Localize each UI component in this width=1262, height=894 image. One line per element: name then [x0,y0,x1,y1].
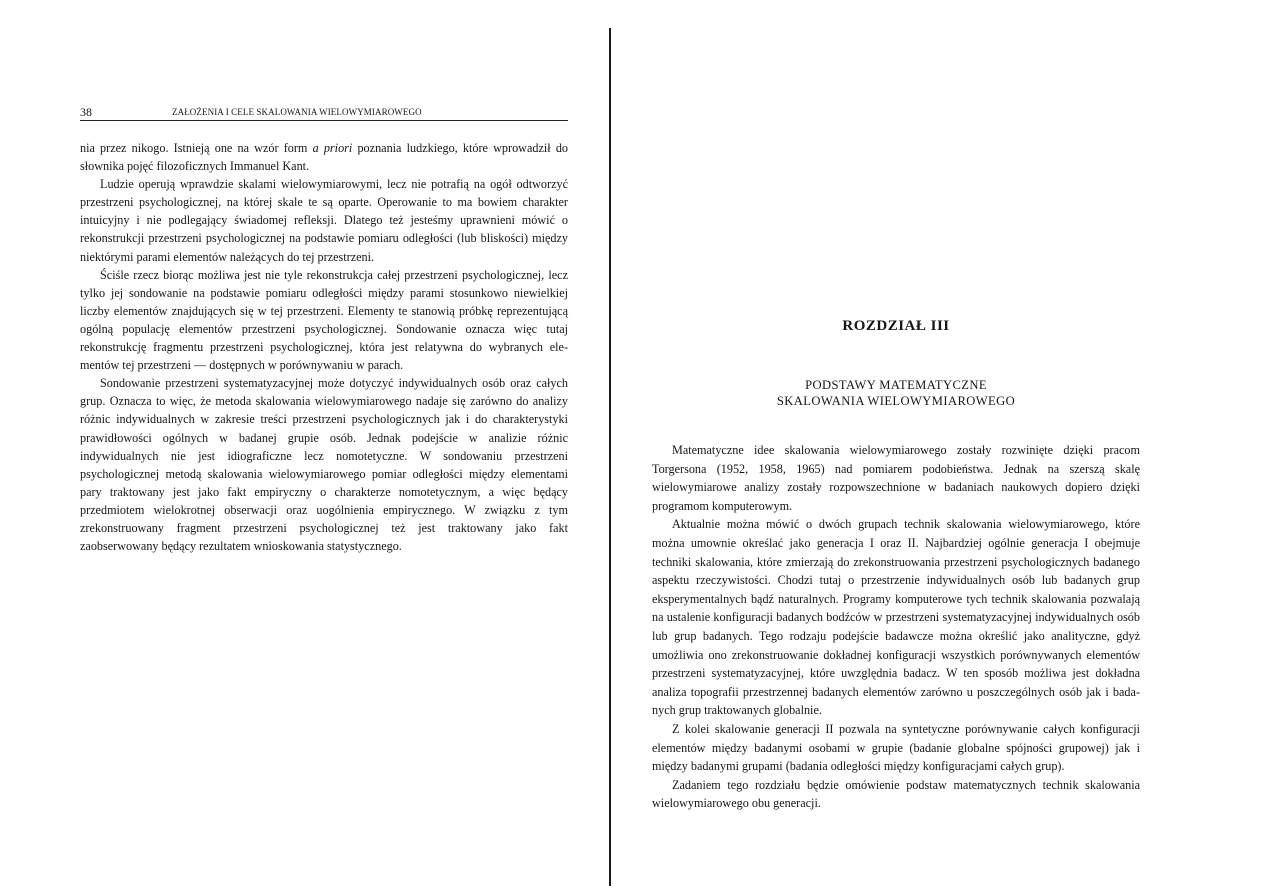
right-page [652,318,1140,813]
paragraph: Ludzie operują wprawdzie skalami wielowymiarowymi, lecz nie potrafią na ogół odtworzyć przestrzeni psychologicznej, na której skale te są oparte. Operowanie to ma bowiem charakter intuicyjny i nie podlegający świadomej refleksji. Dlatego też jesteśmy uprawnieni mówić o rekonstrukcji przestrzeni psychologicznej na podstawie pomiaru odległości (lub bliskości) między niektórymi parami elementów należących do tej przestrzeni. [80,177,568,264]
left-text-block [80,139,568,555]
paragraph: Z kolei skalowanie generacji II pozwala na syntetyczne porównywanie całych konfiguracji elementów między badanymi osobami w grupie (badanie globalne spójności grupowej) jak i między badanymi grupami (badania odległości między konfiguracjami całych grup). [652,721,1140,774]
paragraph: nia przez nikogo. Istnieją one na wzór form a priori poznania ludzkiego, które wprowadził do słownika pojęć filozoficznych Immanuel Kant. [80,141,569,174]
paragraph: Zadaniem tego rozdziału będzie omówienie podstaw matematycznych technik skalowania wielowymiarowego obu generacji. [652,777,1140,811]
chapter-subtitle [652,377,1140,409]
right-text-block [652,441,1140,813]
chapter-title: ROZDZIAŁ III [842,318,950,334]
page-gutter [609,28,611,886]
italic-term: a priori [312,141,353,155]
subtitle-line: SKALOWANIA WIELOWYMIAROWEGO [776,394,1016,408]
paragraph: Sondowanie przestrzeni systematyzacyjnej może dotyczyć indywidualnych osób oraz całych grup. Oznacza to więc, że metoda skalowania wielowymiarowego nadaje się zarówno do analizy różnic indywidualnych w zakresie treści przestrzeni psychologicznych jak i do charakterystyki prawidłowości ogólnych w badanej grupie osób. Jednak podejście w analizie różnic indywidualnych nie jest idiograficzne lecz nomotetyczne. W sondowaniu przestrzeni psychologicznej metodą skalowania wielowymiarowego pomiar odległości między elementami pary traktowany jest jako fakt empiryczny o charakterze nomotetycznym, a więc będący przedmiotem wielokrotnej obserwacji oraz uogólnienia empirycznego. W związku z tym zrekonstruowany fragment przestrzeni psychologicznej też jest traktowany jako fakt zaobserwowany będący rezultatem wnioskowania statystycznego. [80,376,568,554]
left-page [80,104,568,555]
page-number: 38 [80,105,92,119]
paragraph: Aktualnie można mówić o dwóch grupach technik skalowania wielowymiarowego, które można umownie określać jako generacja I oraz II. Najbardziej ogólnie generacja I obejmuje techniki skalowania, które zmierzają do zrekonstruowania przestrzeni psychologicznych badanego aspektu rzeczywistości. Chodzi tutaj o przestrzenie indywidualnych osób lub badanych grup eksperymentalnych bądź naturalnych. Programy komputerowe tych technik skalowania pozwalają na ustalenie konfiguracji badanych bodźców w przestrzeni systematyzacyjnej indywidualnych osób lub grup badanych. Tego rodzaju podejście badawcze można określić jako analityczne, gdyż umożliwia ono zrekonstruowanie dokładnej konfiguracji wszystkich porównywanych elementów przestrzeni systematyzacyjnej, które uwzględnia badacz. W ten sposób możliwa jest dokładna analiza topografii przestrzennej badanych elementów zarówno u poszczególnych osób jak i badanych grup traktowanych globalnie. [652,517,1140,718]
subtitle-line: PODSTAWY MATEMATYCZNE [805,378,987,392]
paragraph: Matematyczne idee skalowania wielowymiarowego zostały rozwinięte dzięki pracom Torgersona (1952, 1958, 1965) nad pomiarem podobieństwa. Jednak na szerszą skalę wielowymiarowe analizy zostały rozpowszechnione w badaniach naukowych dopiero dzięki programom komputerowym. [652,443,1140,513]
running-header [80,104,568,121]
running-header-title: ZAŁOŻENIA I CELE SKALOWANIA WIELOWYMIAROWEGO [172,107,422,117]
paragraph: Ściśle rzecz biorąc możliwa jest nie tyle rekonstrukcja całej przestrzeni psychologicznej, lecz tylko jej sondowanie na podstawie pomiaru odległości między parami stosunkowo niewielkiej liczby elementów znajdujących się w tej przestrzeni. Elementy te stanowią próbkę reprezentującą ogólną populację elementów przestrzeni psychologicznej. Sondowanie oznacza więc tutaj rekonstrukcję fragmentu przestrzeni psychologicznej, która jest relatywna do wybranych elementów tej przestrzeni — dostępnych w porównywaniu w parach. [80,267,568,373]
